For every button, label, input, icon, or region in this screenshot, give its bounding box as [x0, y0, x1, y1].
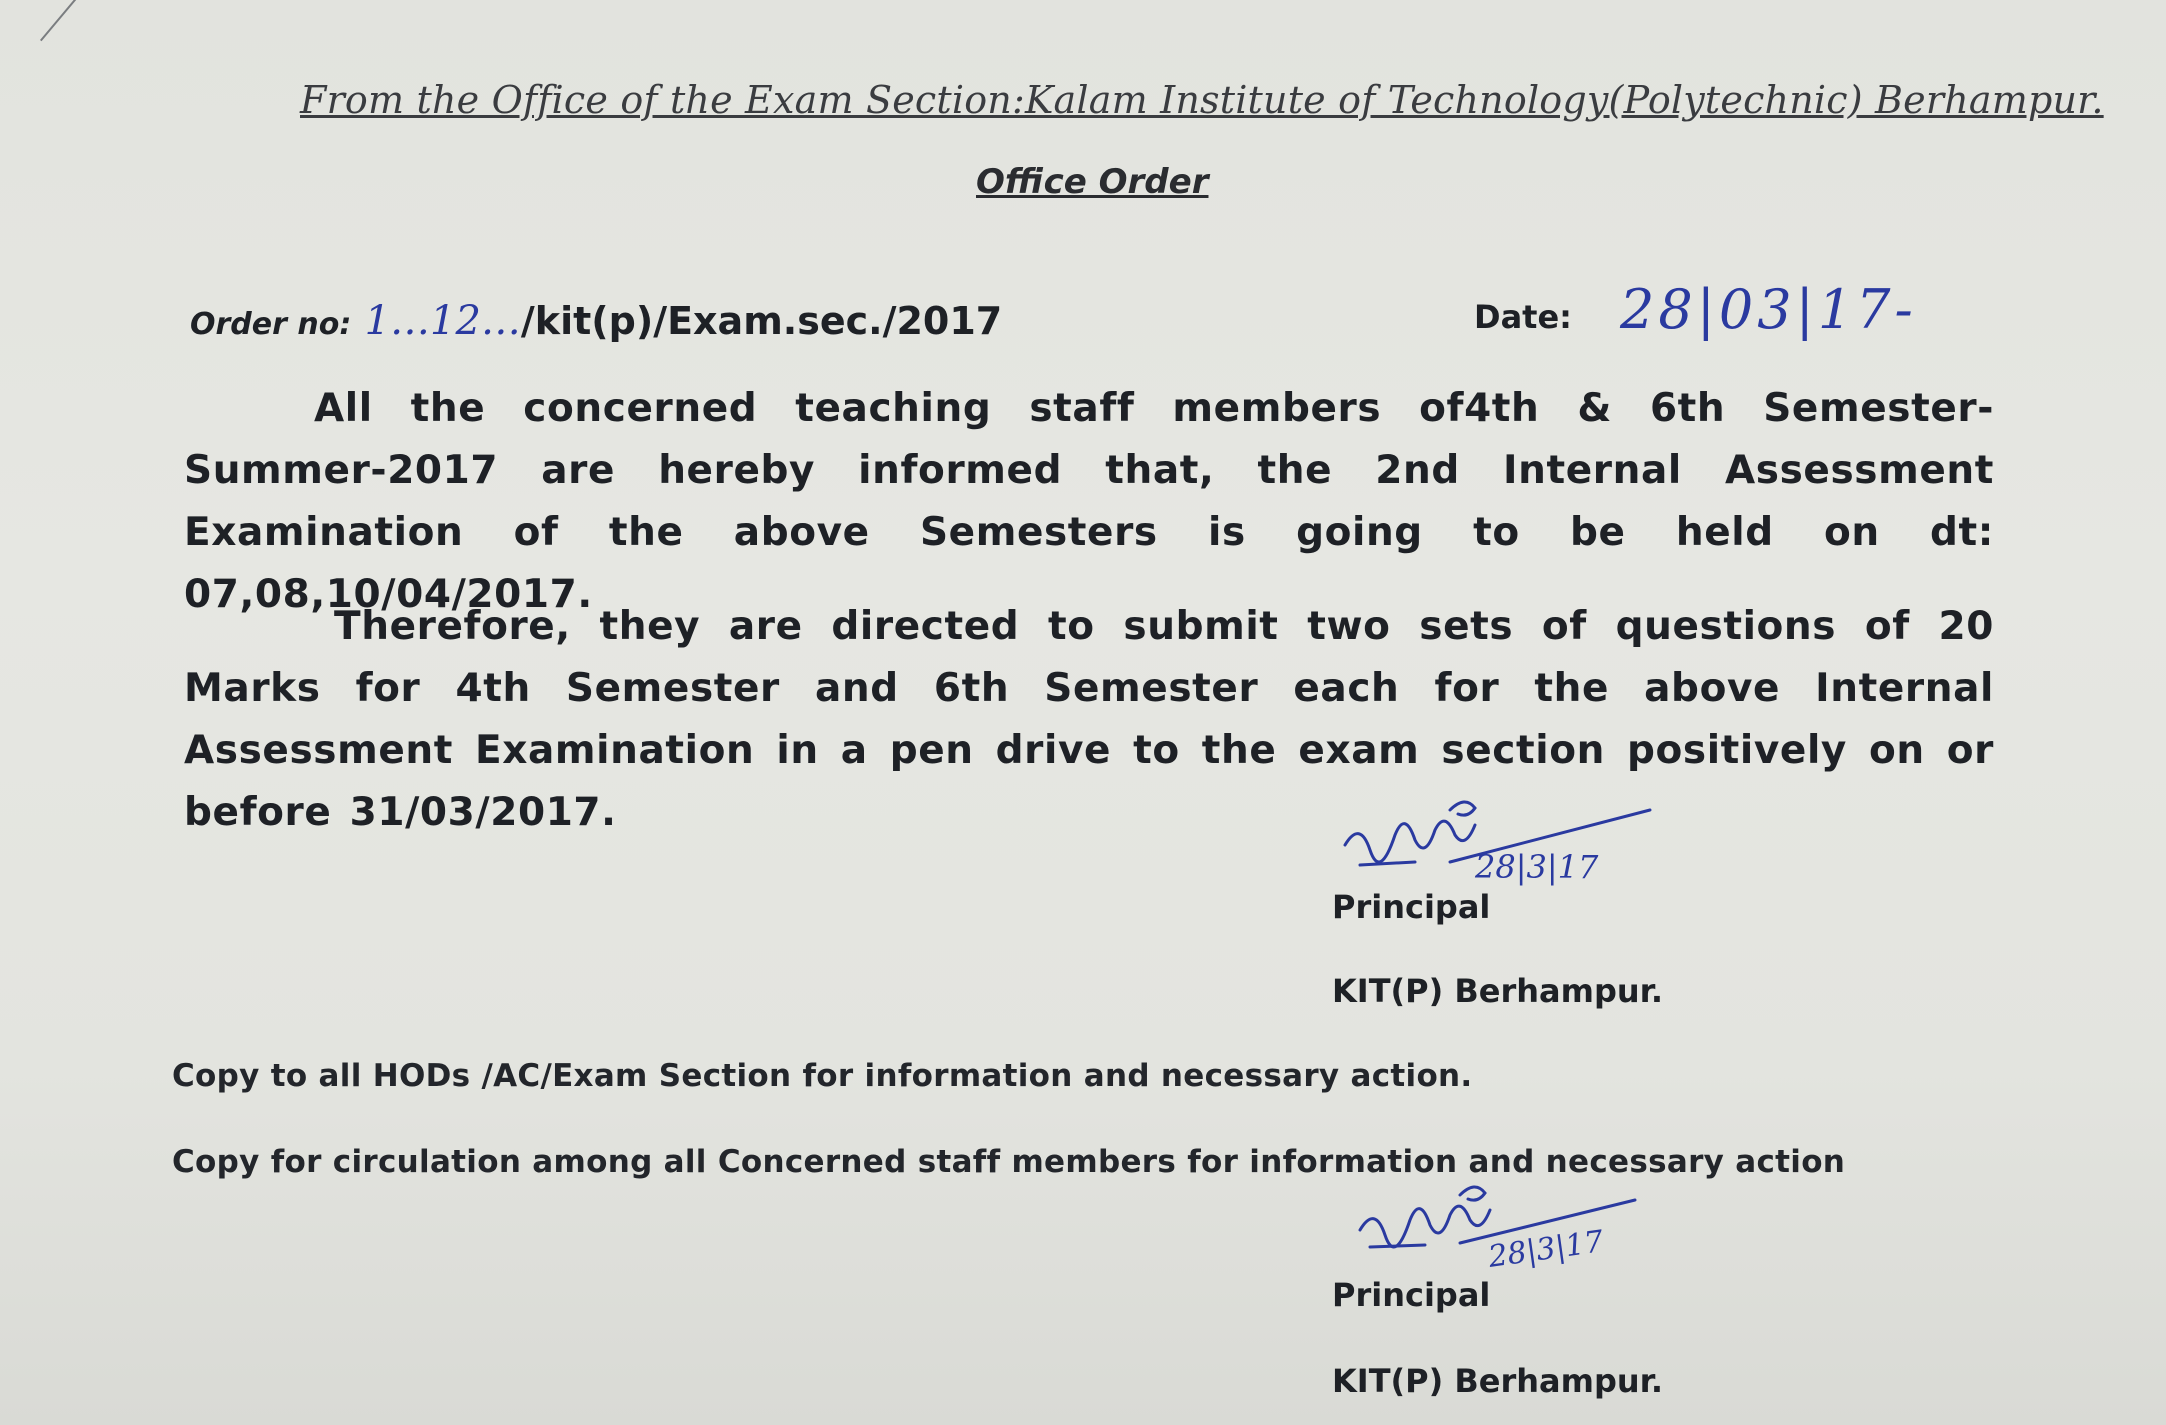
- signature-2-title: Principal: [1332, 1276, 1491, 1314]
- order-number-line: [190, 298, 1002, 344]
- order-number-handwritten: 1…12…: [364, 298, 521, 344]
- copy-line-1: Copy to all HODs /AC/Exam Section for information and necessary action.: [172, 1058, 1473, 1094]
- pen-mark: [40, 0, 99, 41]
- signature-2: [1355, 1175, 1655, 1285]
- signature-1-org: KIT(P) Berhampur.: [1332, 972, 1664, 1010]
- date-handwritten: 28|03|17-: [1620, 278, 1917, 341]
- signature-2-date: 28|3|17: [1486, 1224, 1606, 1275]
- signature-1-title: Principal: [1332, 888, 1491, 926]
- document-title: Office Order: [976, 162, 1209, 202]
- signature-1: [1340, 790, 1660, 900]
- date-label: Date:: [1474, 298, 1572, 336]
- paragraph-directive: Therefore, they are directed to submit two sets of questions of 20 Marks for 4th Semester and 6th Semester each for the above Internal Assessment Examination in a pen drive to the exam section positively on or before 31/03/2017.: [184, 604, 1994, 835]
- copy-line-2: Copy for circulation among all Concerned staff members for information and necessary action: [172, 1144, 1846, 1180]
- office-header: From the Office of the Exam Section:Kalam Institute of Technology(Polytechnic) Berhampur.: [300, 78, 2104, 122]
- order-number-suffix: /kit(p)/Exam.sec./2017: [520, 299, 1003, 343]
- order-label: Order no:: [190, 307, 352, 342]
- signature-1-date: 28|3|17: [1475, 848, 1599, 886]
- signature-2-org: KIT(P) Berhampur.: [1332, 1362, 1664, 1400]
- paragraph-notice: All the concerned teaching staff members of4th & 6th Semester-Summer-2017 are hereby informed that, the 2nd Internal Assessment Examination of the above Semesters is going to be held on dt: 07,08,10/04/2017.: [184, 386, 1994, 617]
